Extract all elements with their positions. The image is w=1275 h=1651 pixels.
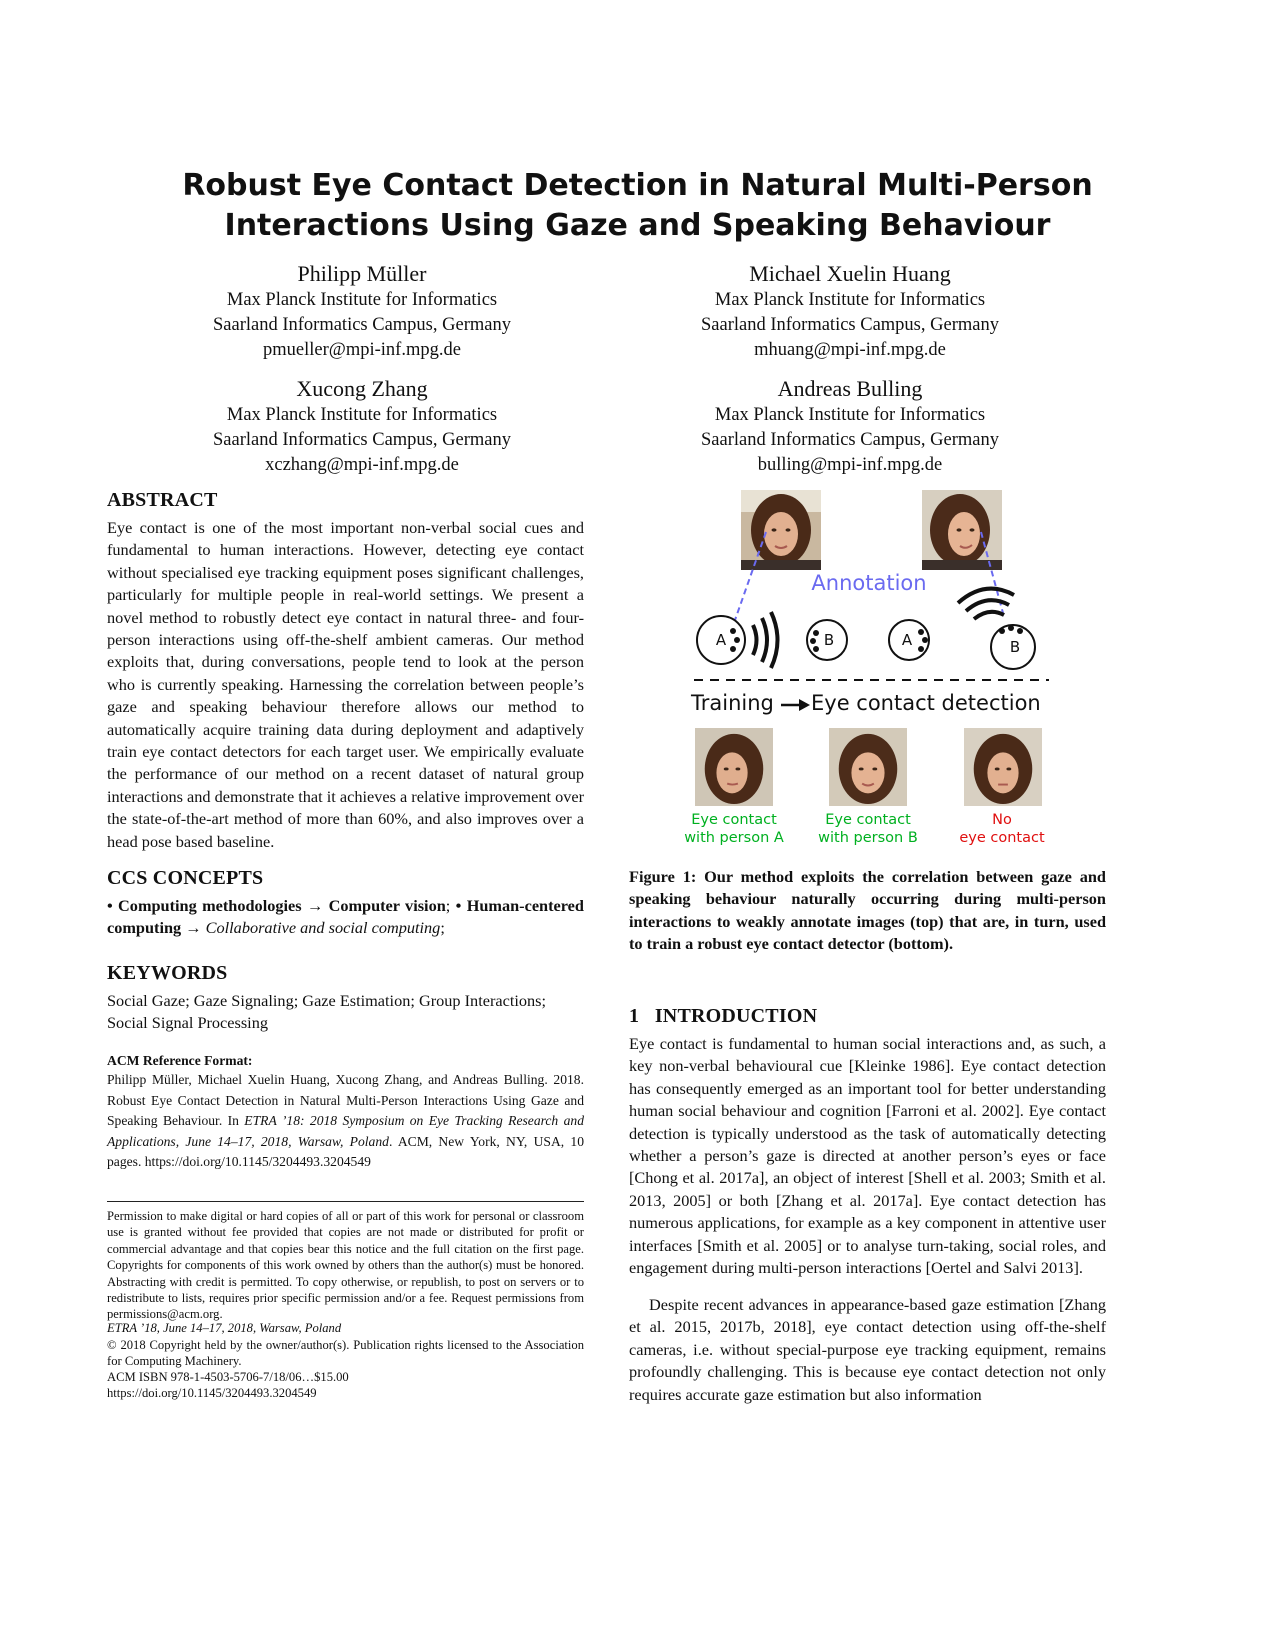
training-label: Training	[691, 691, 774, 715]
face-image	[695, 728, 773, 806]
ccs-arrow: →	[306, 896, 324, 915]
acm-reference-heading: ACM Reference Format:	[107, 1053, 253, 1068]
author-affiliation: Max Planck Institute for Informatics	[714, 405, 986, 425]
author-block-3	[112, 375, 612, 478]
person-a-label: A	[715, 631, 727, 649]
permission-footnote: Permission to make digital or hard copies of all or part of this work for personal or classroom use is granted without fee provided that copies are not made or distributed for profit or commercial advantage and that copies bear this notice and the full citation on the first page. Copyrights for components of this work owned by others than the author(s) must be honored. Abstracting with credit is permitted. To copy otherwise, or republish, to post on servers or to redistribute to lists, requires prior specific permission and/or a fee. Request permissions from permissions@acm.org.	[107, 1209, 584, 1322]
section-number: 1	[629, 1005, 640, 1027]
footnote-copyright: © 2018 Copyright held by the owner/author(s). Publication rights licensed to the Association for Computing Machinery.	[107, 1338, 584, 1369]
ccs-concepts	[107, 895, 584, 940]
ccs-heading: CCS CONCEPTS	[107, 867, 264, 889]
ccs-concept-1: • Computing methodologies	[107, 896, 302, 915]
author-campus: Saarland Informatics Campus, Germany	[701, 430, 999, 450]
face-image	[829, 728, 907, 806]
annotation-label: Annotation	[811, 571, 927, 595]
author-block-4	[600, 375, 1100, 478]
acm-reference-part-a: Philipp Müller, Michael Xuelin Huang, Xucong Zhang, and Andreas Bulling. 2018. Robust Eye Contact Detection in Natural Multi-Person Interactions Using Gaze and Speaking Behaviour. In	[107, 1072, 584, 1128]
author-email: xczhang@mpi-inf.mpg.de	[265, 455, 459, 475]
result-caption-line: with person A	[684, 830, 784, 846]
author-name: Michael Xuelin Huang	[749, 261, 951, 286]
gaze-line-a	[735, 532, 766, 620]
abstract-heading: ABSTRACT	[107, 489, 218, 511]
author-email: bulling@mpi-inf.mpg.de	[757, 455, 943, 475]
result-caption-line: Eye contact	[691, 812, 777, 828]
speaking-wave-icon	[974, 612, 1004, 619]
author-campus: Saarland Informatics Campus, Germany	[213, 430, 511, 450]
footnote-rule	[107, 1201, 584, 1202]
ccs-concept-2: • Human-centered computing	[107, 896, 584, 938]
ccs-separator: ;	[445, 896, 451, 915]
result-caption-line: No	[992, 812, 1012, 828]
result-caption-1	[669, 811, 799, 847]
paper-title	[120, 166, 1155, 246]
acm-reference-part-b: . ACM, New York, NY, USA, 10 pages. https://doi.org/10.1145/3204493.3204549	[107, 1133, 585, 1169]
author-email: mhuang@mpi-inf.mpg.de	[754, 340, 946, 360]
footnote-doi: https://doi.org/10.1145/3204493.3204549	[107, 1386, 317, 1400]
ccs-concept-1-sub: Computer vision	[328, 896, 446, 915]
author-name: Philipp Müller	[297, 261, 427, 286]
person-b-label: B	[1009, 638, 1021, 656]
face-image-result-1	[695, 728, 773, 806]
ccs-arrow: →	[185, 918, 202, 938]
author-name: Andreas Bulling	[777, 376, 923, 401]
abstract-text: Eye contact is one of the most important non-verbal social cues and fundamental to human interactions. However, detecting eye contact without specialised eye tracking equipment poses significant challenges, particularly for multiple people in real-world settings. We present a novel method to robustly detect eye contact in natural three- and four-person interactions using off-the-shelf ambient cameras. Our method exploits that, during conversations, people tend to look at the person who is currently speaking. Harnessing the correlation between people’s gaze and speaking behaviour therefore allows our method to automatically acquire training data during deployment and adaptively train eye contact detectors for each target user. We empirically evaluate the performance of our method on a recent dataset of natural group interactions and demonstrate that it achieves a relative improvement over the state-of-the-art method of more than 60%, and also improves over a head pose based baseline.	[107, 518, 584, 851]
result-caption-2	[803, 811, 933, 847]
introduction-paragraph-1: Eye contact is fundamental to human social interactions and, as such, a key non-verbal behavioural cue [Kleinke 1986]. Eye contact detection has consequently emerged as an important tool for better understanding human social behaviour and cognition [Farroni et al. 2002]. Eye contact detection is typically understood as the task of automatically detecting whether a person’s gaze is directed at another person’s eyes or face [Chong et al. 2017a], an object of interest [Shell et al. 2003; Smith et al. 2013, 2005] or both [Zhang et al. 2017a]. Eye contact detection has numerous applications, for example as a key component in attentive user interfaces [Smith et al. 2005] or to analyse turn-taking, social roles, and engagement during multi-person interactions [Oertel and Salvi 2013].	[629, 1034, 1106, 1278]
person-a-label: A	[901, 631, 913, 649]
face-image-result-3	[964, 728, 1042, 806]
result-caption-line: with person B	[818, 830, 918, 846]
author-affiliation: Max Planck Institute for Informatics	[226, 405, 498, 425]
acm-reference-venue: ETRA ’18: 2018 Symposium on Eye Tracking Research and Applications, June 14–17, 2018, Warsaw, Poland	[107, 1113, 584, 1149]
author-campus: Saarland Informatics Campus, Germany	[213, 315, 511, 335]
title-line-1: Robust Eye Contact Detection in Natural Multi-Person	[182, 168, 1093, 203]
eye-contact-detection-label: Eye contact detection	[811, 691, 1041, 715]
speaking-wave-icon	[753, 625, 757, 655]
author-email: pmueller@mpi-inf.mpg.de	[263, 340, 461, 360]
result-caption-line: eye contact	[959, 830, 1045, 846]
title-line-2: Interactions Using Gaze and Speaking Behaviour	[224, 208, 1051, 243]
section-title: INTRODUCTION	[654, 1005, 818, 1027]
ccs-separator: ;	[440, 918, 445, 938]
author-campus: Saarland Informatics Campus, Germany	[701, 315, 999, 335]
face-image-result-2	[829, 728, 907, 806]
acm-reference-text	[107, 1070, 584, 1173]
author-name: Xucong Zhang	[296, 376, 428, 401]
author-affiliation: Max Planck Institute for Informatics	[226, 290, 498, 310]
figure-1	[629, 485, 1106, 855]
figure-caption: Figure 1: Our method exploits the correlation between gaze and speaking behaviour naturally occurring during multi-person interactions to weakly annotate images (top) that are, in turn, used to train a robust eye contact detector (bottom).	[629, 867, 1106, 954]
author-block-1	[112, 260, 612, 363]
footnote-venue: ETRA ’18, June 14–17, 2018, Warsaw, Poland	[107, 1321, 342, 1335]
author-affiliation: Max Planck Institute for Informatics	[714, 290, 986, 310]
ccs-concept-2-sub: Collaborative and social computing	[205, 918, 441, 938]
face-image	[964, 728, 1042, 806]
result-caption-line: Eye contact	[825, 812, 911, 828]
result-caption-3	[937, 811, 1067, 847]
keywords-text: Social Gaze; Gaze Signaling; Gaze Estimation; Group Interactions; Social Signal Processing	[107, 991, 547, 1033]
introduction-heading	[629, 1003, 817, 1029]
author-block-2	[600, 260, 1100, 363]
keywords-heading: KEYWORDS	[107, 962, 228, 984]
person-b-label: B	[823, 631, 835, 649]
introduction-paragraph-2: Despite recent advances in appearance-based gaze estimation [Zhang et al. 2015, 2017b, 2018], eye contact detection using off-the-shelf cameras, i.e. without special-purpose eye tracking equipment, remains profoundly challenging. This is because eye contact detection not only requires accurate gaze estimation but also information	[629, 1295, 1106, 1404]
footnote-isbn: ACM ISBN 978-1-4503-5706-7/18/06…$15.00	[107, 1370, 349, 1384]
